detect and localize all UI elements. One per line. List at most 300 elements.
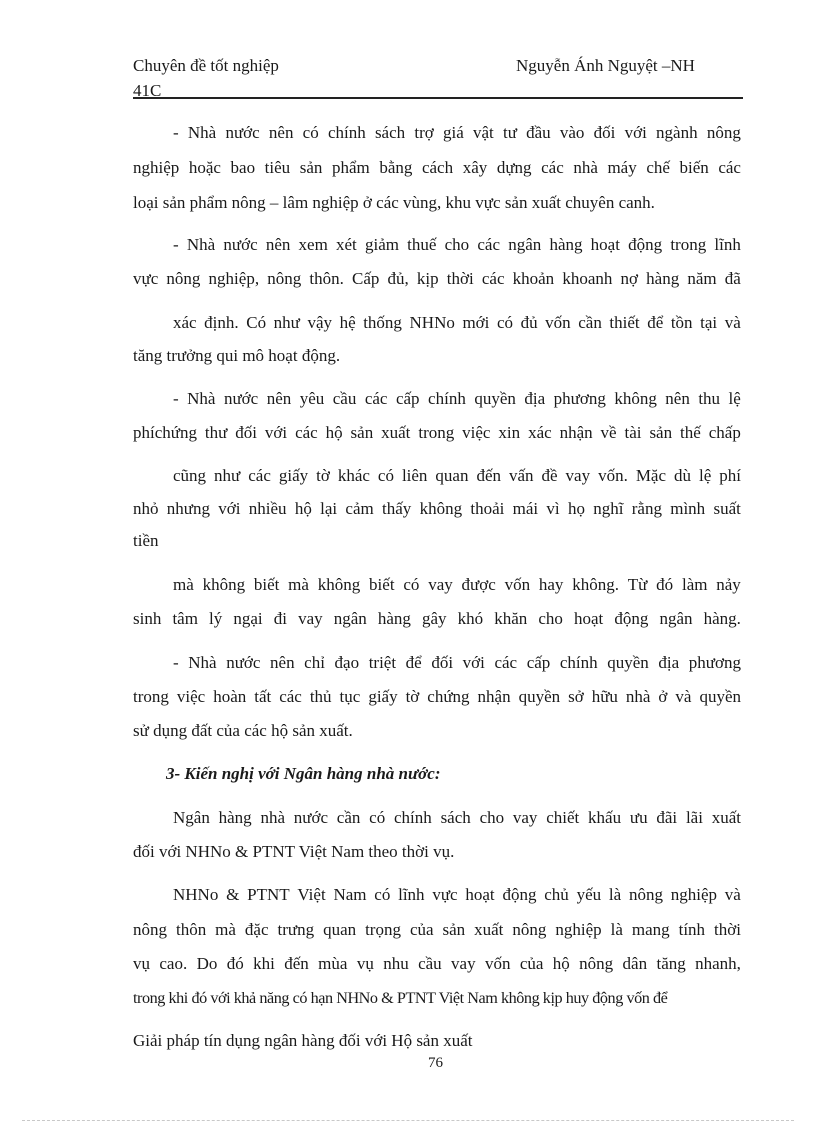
word: phí xyxy=(719,466,741,485)
word: vay xyxy=(428,575,453,594)
word: là xyxy=(610,920,623,939)
word: tăng xyxy=(656,954,686,973)
word: như xyxy=(214,466,241,485)
word: với xyxy=(264,423,288,442)
header-author: Nguyễn Ánh Nguyệt –NH xyxy=(516,56,695,75)
word: với xyxy=(624,123,647,142)
text-line: đối với NHNo & PTNT Việt Nam theo thời vụ. xyxy=(133,842,455,861)
text-line xyxy=(173,311,741,335)
word: đủ xyxy=(520,313,538,332)
word: chính xyxy=(394,808,432,827)
word: để xyxy=(647,313,664,332)
word: nhưng xyxy=(166,499,210,518)
word: thời xyxy=(714,920,741,939)
word: và xyxy=(724,885,741,904)
text-line xyxy=(133,918,741,942)
word: vay xyxy=(512,808,538,827)
word: nhanh, xyxy=(695,954,741,973)
word: có xyxy=(302,123,319,142)
word: - xyxy=(173,123,179,142)
word: không xyxy=(419,499,463,518)
word: Cấp xyxy=(351,269,380,288)
word: tư xyxy=(502,123,517,142)
word: nông xyxy=(628,885,663,904)
word: dựng xyxy=(496,158,532,177)
word: gây xyxy=(421,609,447,628)
word: cần xyxy=(578,313,602,332)
word: Nhà xyxy=(186,235,216,254)
word: và xyxy=(724,313,741,332)
word: các xyxy=(364,389,388,408)
word: tờ xyxy=(405,687,420,706)
word: nhiều xyxy=(248,499,287,518)
word: địa xyxy=(524,389,546,408)
word: khoanh xyxy=(562,269,613,288)
word: hàng. xyxy=(703,609,741,628)
word: nông xyxy=(267,269,302,288)
word: năm xyxy=(687,269,717,288)
word: sản xyxy=(442,920,466,939)
word: thu xyxy=(698,389,721,408)
text-line xyxy=(173,573,741,597)
word: việc xyxy=(176,687,206,706)
word: không xyxy=(317,575,361,594)
word: thời xyxy=(446,269,474,288)
word: sách xyxy=(374,123,406,142)
text-line xyxy=(133,267,741,291)
header-divider xyxy=(133,97,743,99)
word: đối xyxy=(431,653,454,672)
word: hoàn xyxy=(213,687,247,706)
text-line xyxy=(133,156,741,180)
word: sở xyxy=(568,687,584,706)
word: ngành xyxy=(656,123,698,142)
header-document-type: Chuyên đề tốt nghiệp xyxy=(133,56,279,75)
word: đạo xyxy=(334,653,360,672)
word: có xyxy=(496,313,513,332)
word: hộ xyxy=(552,954,570,973)
word: định. xyxy=(204,313,239,332)
word: thấy xyxy=(382,499,412,518)
word: xuất xyxy=(474,920,504,939)
word: có xyxy=(369,808,386,827)
word: triệt xyxy=(368,653,397,672)
word: tiêu xyxy=(264,158,291,177)
word: sinh xyxy=(133,609,162,628)
word: nước xyxy=(223,389,259,408)
word: hàng xyxy=(377,609,411,628)
word: chính xyxy=(428,389,466,408)
word: thuế xyxy=(407,235,437,254)
word: nghiệp xyxy=(555,920,602,939)
word: nên xyxy=(268,123,294,142)
page-bottom-border xyxy=(22,1120,794,1121)
word: cách xyxy=(421,158,454,177)
word: sách xyxy=(440,808,471,827)
word: Có xyxy=(246,313,267,332)
word: nhận xyxy=(477,687,511,706)
word: tục xyxy=(339,687,361,706)
word: phương xyxy=(688,653,741,672)
word: có xyxy=(374,885,391,904)
word: bao xyxy=(230,158,256,177)
section-heading: 3- Kiến nghị với Ngân hàng nhà nước: xyxy=(166,764,441,783)
text-line xyxy=(173,233,741,257)
word: ngại xyxy=(233,609,263,628)
word: cấp xyxy=(395,389,420,408)
word: động xyxy=(628,235,663,254)
word: giấy xyxy=(368,687,398,706)
word: không xyxy=(202,575,246,594)
word: mới xyxy=(462,313,490,332)
word: vào xyxy=(559,123,585,142)
word: không. xyxy=(572,575,619,594)
word: cầu xyxy=(332,389,357,408)
word: xem xyxy=(298,235,328,254)
word: đãi xyxy=(656,808,678,827)
word: Do xyxy=(196,954,218,973)
word: hoạt xyxy=(465,885,495,904)
word: chỉ xyxy=(304,653,325,672)
word: có xyxy=(377,466,394,485)
word: xây xyxy=(462,158,488,177)
word: khi xyxy=(253,954,275,973)
word: tính xyxy=(678,920,706,939)
word: thế xyxy=(680,423,701,442)
word: Nam xyxy=(333,885,367,904)
word: mái xyxy=(512,499,539,518)
word: biến xyxy=(679,158,709,177)
word: lệ xyxy=(728,389,741,408)
word: hệ xyxy=(339,313,356,332)
word: động xyxy=(502,885,537,904)
word: với xyxy=(462,653,485,672)
word: Nhà xyxy=(188,653,217,672)
word: lĩnh xyxy=(398,885,425,904)
word: hàng xyxy=(218,808,252,827)
word: khoản xyxy=(512,269,555,288)
word: bằng xyxy=(379,158,413,177)
word: sản xyxy=(649,423,673,442)
word: mùa xyxy=(318,954,348,973)
word: phẩm xyxy=(331,158,370,177)
word: tất xyxy=(254,687,272,706)
word: mà xyxy=(215,920,236,939)
word: với xyxy=(218,499,241,518)
word: các xyxy=(279,687,302,706)
word: nông xyxy=(133,920,167,939)
word: thôn. xyxy=(309,269,344,288)
word: cấp xyxy=(526,653,551,672)
word: quyền xyxy=(699,687,741,706)
word: lý xyxy=(209,609,223,628)
word: ngân xyxy=(333,609,367,628)
word: giấy xyxy=(278,466,309,485)
word: vay xyxy=(565,466,591,485)
text-line xyxy=(173,651,741,675)
word: nghĩ xyxy=(593,499,624,518)
word: các xyxy=(481,269,505,288)
word: - xyxy=(173,653,179,672)
word: cho xyxy=(444,235,470,254)
word: nghiệp xyxy=(670,885,718,904)
word: là xyxy=(608,885,622,904)
word: biết xyxy=(369,575,395,594)
word: nước xyxy=(223,235,258,254)
word: hoạt xyxy=(574,609,604,628)
word: lĩnh xyxy=(714,235,741,254)
word: việc xyxy=(462,423,491,442)
word: nông xyxy=(512,920,547,939)
word: trong xyxy=(670,235,707,254)
word: xuất xyxy=(381,423,411,442)
text-line: sử dụng đất của các hộ sản xuất. xyxy=(133,721,353,740)
word: thống xyxy=(363,313,402,332)
word: Mặc xyxy=(635,466,667,485)
word: thoải xyxy=(470,499,505,518)
word: như xyxy=(273,313,300,332)
word: hàng xyxy=(549,235,583,254)
word: mình xyxy=(670,499,706,518)
word: các xyxy=(541,158,564,177)
word: mà xyxy=(288,575,309,594)
text-line: loại sản phẩm nông – lâm nghiệp ở các vùng, khu vực sản xuất chuyên canh. xyxy=(133,193,655,212)
word: vay xyxy=(298,609,323,628)
word: vật xyxy=(472,123,494,142)
word: Việt xyxy=(297,885,326,904)
word: vụ xyxy=(356,954,374,973)
word: - xyxy=(173,389,179,408)
word: đối xyxy=(593,123,616,142)
word: tại xyxy=(700,313,718,332)
text-line xyxy=(133,685,741,709)
word: sản xyxy=(350,423,374,442)
word: nhà xyxy=(625,687,651,706)
word: làm xyxy=(681,575,708,594)
word: vốn xyxy=(545,313,571,332)
text-line: tiền xyxy=(133,531,159,550)
word: và xyxy=(675,687,692,706)
word: xác xyxy=(173,313,197,332)
word: máy xyxy=(607,158,637,177)
word: nhỏ xyxy=(133,499,159,518)
text-line xyxy=(173,121,741,145)
word: lãi xyxy=(685,808,703,827)
word: cần xyxy=(336,808,361,827)
word: đề xyxy=(541,466,558,485)
word: hữu xyxy=(591,687,618,706)
word: nên xyxy=(265,235,291,254)
word: đặc xyxy=(244,920,269,939)
word: các xyxy=(718,158,741,177)
word: nông xyxy=(579,954,614,973)
word: rằng xyxy=(631,499,662,518)
word: để xyxy=(405,653,422,672)
word: đủ, xyxy=(387,269,409,288)
word: địa xyxy=(658,653,680,672)
word: đối xyxy=(235,423,257,442)
word: Nhà xyxy=(187,123,217,142)
word: tâm xyxy=(172,609,198,628)
word: cầu xyxy=(418,954,442,973)
word: giá xyxy=(442,123,464,142)
word: nghiệp xyxy=(133,158,180,177)
word: của xyxy=(409,920,434,939)
word: hàng xyxy=(646,269,680,288)
word: đã xyxy=(724,269,741,288)
word: nông xyxy=(166,269,201,288)
word: các xyxy=(477,235,501,254)
word: nông xyxy=(706,123,741,142)
word: ngân xyxy=(508,235,542,254)
word: thư xyxy=(204,423,228,442)
word: nhà xyxy=(573,158,598,177)
word: quan xyxy=(435,466,469,485)
word: NHNo xyxy=(409,313,455,332)
word: quyền xyxy=(474,389,516,408)
word: nước xyxy=(293,808,329,827)
footer-title: Giải pháp tín dụng ngân hàng đối với Hộ sản xuất xyxy=(133,1031,473,1050)
word: dù xyxy=(674,466,692,485)
word: trợ xyxy=(414,123,434,142)
text-line xyxy=(133,497,741,521)
text-line xyxy=(173,464,741,488)
word: chế xyxy=(646,158,670,177)
word: trưng xyxy=(277,920,315,939)
word: nghiệp, xyxy=(208,269,260,288)
word: phương xyxy=(553,389,606,408)
word: xin xyxy=(498,423,521,442)
word: mà xyxy=(173,575,194,594)
word: hộ xyxy=(294,499,312,518)
text-line xyxy=(173,883,741,907)
word: vì xyxy=(546,499,560,518)
text-line xyxy=(173,806,741,830)
word: yêu xyxy=(299,389,325,408)
word: kịp xyxy=(416,269,439,288)
word: thủ xyxy=(309,687,332,706)
word: xác xyxy=(528,423,552,442)
word: chính xyxy=(327,123,366,142)
word: nhu xyxy=(383,954,409,973)
word: suất xyxy=(713,499,741,518)
word: hoặc xyxy=(188,158,221,177)
word: nhà xyxy=(260,808,285,827)
word: không xyxy=(614,389,657,408)
word: hay xyxy=(538,575,564,594)
word: vốn xyxy=(484,954,511,973)
word: hộ xyxy=(325,423,343,442)
word: cho xyxy=(479,808,505,827)
word: động xyxy=(614,609,649,628)
word: chiết xyxy=(546,808,580,827)
text-line: tăng trưởng qui mô hoạt động. xyxy=(133,346,341,365)
word: của xyxy=(519,954,544,973)
word: được xyxy=(461,575,496,594)
word: các xyxy=(248,466,271,485)
word: đến xyxy=(284,954,309,973)
header-class-code: 41C xyxy=(133,81,162,100)
word: hoạt xyxy=(590,235,620,254)
word: có xyxy=(403,575,420,594)
word: quan xyxy=(323,920,357,939)
word: nên xyxy=(266,389,292,408)
word: cao. xyxy=(159,954,188,973)
word: trong xyxy=(418,423,455,442)
word: khác xyxy=(337,466,370,485)
page-number: 76 xyxy=(428,1055,443,1071)
word: giảm xyxy=(364,235,399,254)
word: thiết xyxy=(609,313,640,332)
word: chính xyxy=(559,653,598,672)
word: vốn. xyxy=(598,466,628,485)
word: họ xyxy=(567,499,585,518)
word: vay xyxy=(451,954,476,973)
word: vực xyxy=(133,269,159,288)
word: nảy xyxy=(716,575,741,594)
word: xuất xyxy=(711,808,741,827)
word: đó xyxy=(656,575,674,594)
text-line xyxy=(133,607,741,631)
word: thôn xyxy=(175,920,207,939)
word: vậy xyxy=(307,313,332,332)
word: cũng xyxy=(173,466,207,485)
word: đến xyxy=(476,466,501,485)
word: nên xyxy=(270,653,295,672)
word: đầu xyxy=(526,123,551,142)
word: NHNo xyxy=(173,885,219,904)
word: Nhà xyxy=(187,389,216,408)
word: nợ xyxy=(620,269,639,288)
word: vấn xyxy=(508,466,534,485)
word: tờ xyxy=(316,466,330,485)
text-line xyxy=(173,387,741,411)
word: quyền xyxy=(518,687,561,706)
word: ưu xyxy=(629,808,648,827)
word: nên xyxy=(665,389,690,408)
word: ở xyxy=(658,687,668,706)
word: vốn xyxy=(504,575,531,594)
word: về xyxy=(600,423,617,442)
word: đi xyxy=(273,609,287,628)
word: nước xyxy=(225,123,260,142)
text-line xyxy=(133,421,741,445)
word: trong xyxy=(133,687,169,706)
text-line xyxy=(133,952,741,976)
word: lệ xyxy=(699,466,712,485)
word: nhận xyxy=(559,423,593,442)
word: sản xyxy=(299,158,323,177)
word: Ngân xyxy=(173,808,210,827)
word: ngân xyxy=(659,609,693,628)
word: tồn xyxy=(670,313,693,332)
word: chấp xyxy=(708,423,741,442)
header-left xyxy=(133,53,279,103)
word: cho xyxy=(538,609,563,628)
word: cảm xyxy=(345,499,374,518)
word: trọng xyxy=(365,920,401,939)
word: các xyxy=(494,653,518,672)
word: vụ xyxy=(133,954,150,973)
word: các xyxy=(295,423,318,442)
word: & xyxy=(226,885,240,904)
word: nước xyxy=(226,653,261,672)
word: khó xyxy=(457,609,484,628)
word: khấu xyxy=(588,808,622,827)
word: dân xyxy=(622,954,648,973)
word: PTNT xyxy=(247,885,290,904)
word: vực xyxy=(432,885,458,904)
